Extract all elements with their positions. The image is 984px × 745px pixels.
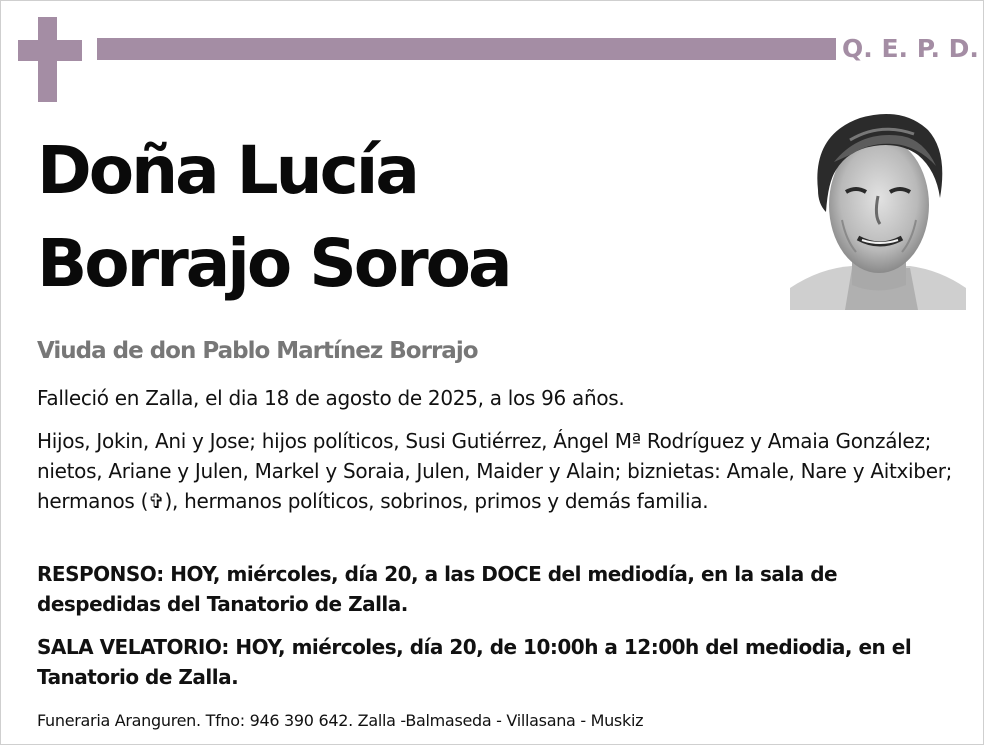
family-list: Hijos, Jokin, Ani y Jose; hijos políticos, Susi Gutiérrez, Ángel Mª Rodríguez y Amaia González; nietos, Ariane y Julen, Markel y Soraia, Julen, Maider y Alain; biznietas: Amale, Nare y Aitxiber; hermanos (✞), hermanos políticos, sobrinos, primos y demás familia. — [37, 429, 953, 513]
qepd-label: Q. E. P. D. — [842, 34, 979, 63]
portrait-photo — [790, 100, 966, 310]
deceased-name-line-2: Borrajo Soroa — [37, 225, 510, 302]
funeral-home-footer: Funeraria Aranguren. Tfno: 946 390 642. Zalla -Balmaseda - Villasana - Muskiz — [37, 711, 644, 730]
deceased-name-line-1: Doña Lucía — [37, 132, 417, 209]
deceased-subtitle: Viuda de don Pablo Martínez Borrajo — [37, 338, 478, 364]
header-rule — [97, 38, 836, 60]
cross-icon — [18, 17, 82, 102]
death-notice: Falleció en Zalla, el dia 18 de agosto de 2025, a los 96 años. — [37, 386, 625, 410]
sala-velatorio-notice: SALA VELATORIO: HOY, miércoles, día 20, de 10:00h a 12:00h del mediodia, en el Tanatorio de Zalla. — [37, 635, 912, 689]
responso-notice: RESPONSO: HOY, miércoles, día 20, a las DOCE del mediodía, en la sala de despedidas del Tanatorio de Zalla. — [37, 562, 838, 616]
